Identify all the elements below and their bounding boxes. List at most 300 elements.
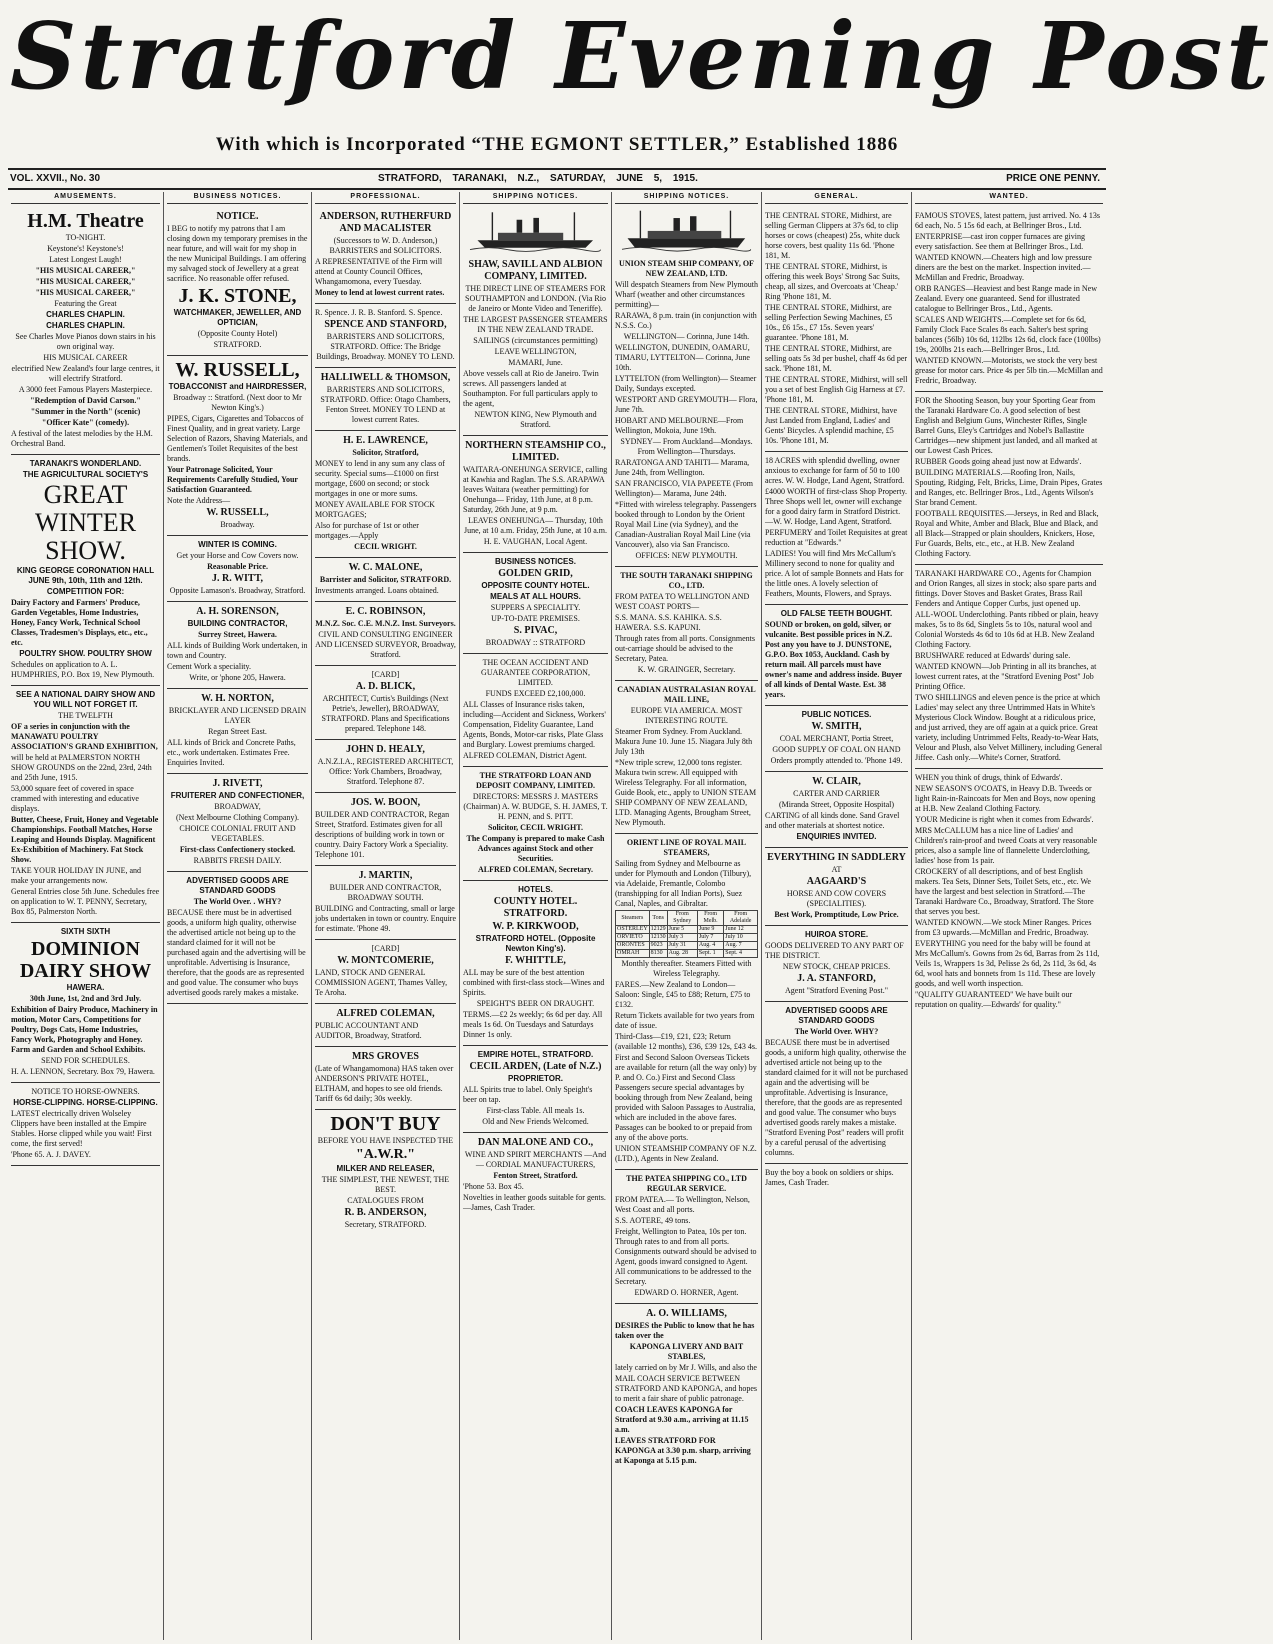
table-cell: Aug. 7 <box>724 942 758 950</box>
ad-text: ALL-WOOL Underclothing. Pants ribbed or plain, heavy makes, 5s to 8s 6d, Singlets 5s to 10s, natural wool and Colonial Worsteds 4s 6d to 10s 6d at H.B. New Zealand Clothing Factory. <box>915 610 1099 649</box>
ad-text: STRATFORD HOTEL. (Opposite Newton King's). <box>475 934 596 953</box>
ad-text: 'Phone 53. Box 45. <box>463 1182 524 1191</box>
ad-text: KING GEORGE CORONATION HALL JUNE 9th, 10th, 11th and 12th. <box>16 566 155 585</box>
ad-smalls-2 <box>915 392 1103 565</box>
ad-text: TERMS.—£2 2s weekly; 6s 6d per day. All meals 1s 6d. On Tuesdays and Saturdays Dinner 1s only. <box>463 1010 603 1039</box>
ad-orient-line <box>615 834 758 1170</box>
ad-text: The World Over. WHY? <box>794 1027 879 1036</box>
ad-text: WANTED KNOWN—Job Printing in all its branches, at lowest current rates, at the "Stratford Evening Post" Job Printing Office. <box>915 662 1097 691</box>
ad-text: TARANAKI HARDWARE CO., Agents for Champion and Orion Ranges, all sizes in stock; also spare parts and fittings. Dover Stoves and Basket Grates, Brass Rail Fenders and Antique Copper Curbs, just opened up. <box>915 569 1097 608</box>
ad-text: PERFUMERY and Toilet Requisites at great reduction at "Edwards." <box>765 528 908 547</box>
ad-text: RARAWA, 8 p.m. train (in conjunction with N.S.S. Co.) <box>615 311 757 330</box>
ad-title: W. RUSSELL, <box>175 359 300 381</box>
ad-text: S.S. MANA. S.S. KAHIKA. S.S. HAWERA. S.S. KAPUNI. <box>615 613 722 632</box>
table-header-row <box>616 911 758 926</box>
ad-text: First-class Table. All meals 1s. <box>486 1106 585 1115</box>
ad-text: Through rates from all ports. Consignments out-carriage should be advised to the Secretary, Patea. <box>615 634 755 663</box>
newspaper-title: Stratford Evening Post <box>10 2 1273 110</box>
ad-text: EVERYTHING you need for the baby will be found at Mrs McCallum's. Gowns from 2s 6d, Barras from 2s 11d, Veils 1s, Wrappers 1s 3d, Pelisse 2s 6d, 2s 11d, 3s 6d, 4s 6d, wool hats and bonnets from 1s 11d. These are lovely goods, and well worth inspection. <box>915 939 1100 988</box>
ad-stone-notice <box>167 207 308 356</box>
ad-central-store <box>765 207 908 452</box>
ad-text: Agent "Stratford Evening Post." <box>785 986 888 995</box>
ad-lawrence <box>315 431 456 558</box>
ad-text: NEW STOCK, CHEAP PRICES. <box>782 962 891 971</box>
table-header: Steamers <box>616 911 650 926</box>
table-cell: OMRAH <box>616 950 650 958</box>
ad-text: First-class Confectionery stocked. <box>179 845 296 854</box>
ad-text: R. B. ANDERSON, <box>344 1207 427 1218</box>
ad-text: Note the Address— <box>167 496 231 505</box>
column-business-notices <box>164 192 312 1640</box>
ad-text: Broadway. <box>220 520 255 529</box>
ad-text: Buy the boy a book on soldiers or ships. James, Cash Trader. <box>765 1168 894 1187</box>
column-shipping-1 <box>460 192 612 1640</box>
ad-text: [CARD] <box>371 944 400 953</box>
ad-text: ORB RANGES—Heaviest and best Range made in New Zealand. Every one guaranteed. Send for illustrated catalogue to Bellringer Bros., Ltd., Agents. <box>915 284 1097 313</box>
ad-text: 53,000 square feet of covered in space crammed with interesting and educative displays. <box>11 784 139 813</box>
ad-text: WATCHMAKER, JEWELLER, AND OPTICIAN, <box>173 308 302 327</box>
ad-text: (Opposite County Hotel) <box>197 329 278 338</box>
ad-union-steamship <box>615 255 758 567</box>
ad-text: PUBLIC ACCOUNTANT AND AUDITOR, Broadway, Stratford. <box>315 1021 422 1040</box>
ad-text: BROADWAY :: STRATFORD <box>485 638 586 647</box>
ad-text: Return Tickets available for two years from date of issue. <box>615 1011 755 1030</box>
ad-smalls-3 <box>915 565 1103 769</box>
ad-title: DON'T BUY <box>330 1113 441 1135</box>
ad-text: £4000 WORTH of first-class Shop Property. Three Shops well let, owner will exchange for a good dairy farm in Stratford District.—W. W. Hodge, Land Agent, Stratford. <box>765 487 907 526</box>
ad-text: SUPPERS A SPECIALITY. <box>490 603 581 612</box>
ad-text: electrified New Zealand's four large centres, it will electrify Stratford. <box>11 364 160 383</box>
column-heading: AMUSEMENTS. <box>11 192 160 204</box>
column-general <box>762 192 912 1640</box>
ad-hodge <box>765 452 908 605</box>
issue-date: STRATFORD, TARANAKI, N.Z., SATURDAY, JUNE 5, 1915. <box>378 173 698 184</box>
ad-south-taranaki <box>615 567 758 681</box>
ad-aagaard <box>765 848 908 926</box>
ad-advertised-goods <box>167 872 308 1004</box>
ad-horse-clipping <box>11 1083 160 1166</box>
ad-text: KAPONGA LIVERY AND BAIT STABLES, <box>629 1342 744 1361</box>
ad-text: THE CENTRAL STORE, Midhirst, is offering this week Boys' Strong Sac Suits, cheap, all sizes, and Overcoats at 'Cheap.' Ring 'Phone 181, M. <box>765 262 900 301</box>
ad-text: MRS McCALLUM has a nice line of Ladies' and Children's rain-proof and tweed Coats at very reasonable prices, also a sample line of flannelette Underclothing, ladies' hose from 1s pair. <box>915 826 1098 865</box>
ad-text: THE CENTRAL STORE, Midhirst, have Just Landed from England, Ladies' and Gents' Bicycles. A splendid machine, £5 10s. 'Phone 181, M. <box>765 406 897 445</box>
ad-groves <box>315 1047 456 1110</box>
ad-text: TAKE YOUR HOLIDAY IN JUNE, and make your arrangements now. <box>11 866 142 885</box>
table-header: From Adelaide <box>724 911 758 926</box>
ad-text: Third-Class—£19, £21, £23; Return (available 12 months), £36, £39 12s, £43 4s. <box>615 1032 757 1051</box>
ad-hm-theatre <box>11 207 160 455</box>
ad-text: ALL Classes of Insurance risks taken, including—Accident and Sickness, Workers' Compensation, Fidelity Guarantee, Land Agents, Bonds, Motor-car risks, Plate Glass and Burglary. Lowest premiums charged. <box>463 700 606 749</box>
ad-text: GOODS DELIVERED TO ANY PART OF THE DISTRICT. <box>765 941 904 960</box>
ad-canadian-line <box>615 681 758 834</box>
ad-text: BECAUSE there must be in advertised goods, a uniform high quality, otherwise the advertised article not being up to the standard claimed for it will not be purchased again and the advertising will be unprofitable. Advertising is Insurance, therefore, that the goods are as represented and good value. The consumer who buys advertised goods rarely makes a mistake. <box>167 908 306 997</box>
ad-text: Above vessels call at Rio de Janeiro. Twin screws. All passengers landed at Southampton. For full particulars apply to the agent, <box>463 369 599 408</box>
ad-shaw-savill <box>463 255 608 436</box>
ad-text: The Company is prepared to make Cash Advances against Stock and other Securities. <box>466 834 605 863</box>
ad-text: FOOTBALL REQUISITES.—Jerseys, in Red and Black, Royal and White, Amber and Black, Blue and Black, and all Black—Strapped or plain shoulders, Knickers, Hose, Fur Guards, Belts, etc., etc., at H.B. New Zealand Clothing Factory. <box>915 509 1099 558</box>
ad-title: DOMINION DAIRY SHOW <box>19 938 152 982</box>
ad-text: OF a series in conjunction with the MANAWATU POULTRY ASSOCIATION'S GRAND EXHIBITION, <box>11 722 158 751</box>
ad-text: A.N.Z.I.A., REGISTERED ARCHITECT, Office: York Chambers, Broadway, Stratford. Telephone 87. <box>317 757 454 786</box>
ad-text: SPEIGHT'S BEER ON DRAUGHT. <box>476 999 595 1008</box>
table-cell: July 7 <box>697 934 723 942</box>
steamship-icon <box>622 207 751 253</box>
ad-text: THE AGRICULTURAL SOCIETY'S <box>22 470 149 479</box>
ad-title: SHAW, SAVILL AND ALBION COMPANY, LIMITED. <box>468 259 603 282</box>
ad-text: FROM PATEA.— To Wellington, Nelson, West Coast and all ports. <box>615 1195 750 1214</box>
ad-text: WANTED KNOWN.—Motorists, we stock the very best grease for motor cars. Price 4s per 5lb tin.—McMillan and Fredric, Broadway. <box>915 356 1103 385</box>
ad-text: W. P. KIRKWOOD, <box>492 921 579 932</box>
ad-title: NOTICE. <box>216 211 259 222</box>
ad-james-books <box>765 1164 908 1193</box>
ad-smalls-4 <box>915 769 1103 1015</box>
ad-text: PUBLIC NOTICES. <box>801 710 872 719</box>
ad-text: BUILDER AND CONTRACTOR, BROADWAY SOUTH. <box>329 883 442 902</box>
ad-text: The World Over. . WHY? <box>193 897 282 906</box>
ad-title: GOLDEN GRID, <box>498 568 573 579</box>
ad-text: FAMOUS STOVES, latest pattern, just arrived. No. 4 13s 6d each, No. 5 15s 6d each, at Bellringer Bros., Ltd. <box>915 211 1101 230</box>
table-cell: June 5 <box>667 926 697 934</box>
table-cell: ORVIETO <box>616 934 650 942</box>
ad-text: CHARLES CHAPLIN. <box>46 321 125 330</box>
ad-text: A REPRESENTATIVE of the Firm will attend at County Council Offices, Whangamomona, every Tuesday. <box>315 257 443 286</box>
ad-title: W. CLAIR, <box>812 776 861 787</box>
ad-text: FRUITERER AND CONFECTIONER, <box>170 791 305 800</box>
ad-text: Dairy Factory and Farmers' Produce, Garden Vegetables, Home Industries, Honey, Fancy Work, Technical School Classes, Tradesmen's Displays, etc., etc., etc. <box>11 598 148 647</box>
ad-text: J. A. STANFORD, <box>797 973 876 984</box>
dateline <box>8 168 1106 190</box>
ad-text: Solicitor, Stratford, <box>352 448 419 457</box>
ad-text: CATALOGUES FROM <box>347 1196 424 1205</box>
ad-awr-milker <box>315 1110 456 1235</box>
ad-text: Novelties in leather goods suitable for gents.—James, Cash Trader. <box>463 1193 606 1212</box>
ad-text: 30th June, 1st, 2nd and 3rd July. <box>29 994 142 1003</box>
ad-text: SAILINGS (circumstances permitting) <box>473 336 598 345</box>
ad-text: NEW SEASON'S O'COATS, in Heavy D.B. Tweeds or light Rain-in-Raincoats for Men and Boys, now opening at H.B. New Zealand Clothing Factory. <box>915 784 1096 813</box>
ad-text: Opposite Lamason's. Broadway, Stratford. <box>169 586 306 595</box>
ad-text: HORSE-CLIPPING. HORSE-CLIPPING. <box>13 1098 158 1107</box>
ad-text: LYTTELTON (from Wellington)— Steamer Daily, Sundays excepted. <box>615 374 757 393</box>
ad-text: TOBACCONIST and HAIRDRESSER, <box>168 382 307 391</box>
table-header: From Sydney <box>667 911 697 926</box>
table-cell: Sept. 1 <box>697 950 723 958</box>
ad-norton <box>167 689 308 774</box>
ad-montcomerie <box>315 940 456 1004</box>
ad-text: SEND FOR SCHEDULES. <box>41 1056 130 1065</box>
ad-text: CHARLES CHAPLIN. <box>46 310 125 319</box>
ad-patea-shipping <box>615 1170 758 1304</box>
ad-text: CECIL WRIGHT. <box>354 542 417 551</box>
ad-dan-malone <box>463 1133 608 1218</box>
ad-text: ENQUIRIES INVITED. <box>796 832 877 841</box>
ad-title: COUNTY HOTEL. STRATFORD. <box>493 896 578 919</box>
ad-text: MEALS AT ALL HOURS. <box>490 592 581 601</box>
ad-title: HALLIWELL & THOMSON, <box>320 372 451 383</box>
ad-text: F. WHITTLE, <box>505 955 566 966</box>
ad-text: Your Patronage Solicited, Your Requirements Carefully Studied, Your Satisfaction Guaranteed. <box>167 465 298 494</box>
ad-text: LADIES! You will find Mrs McCallum's Millinery second to none for quality and price. A lot of sample Bonnets and Hats for the little ones. A lovely selection of Feathers, Mounts, Flowers, and Sprays. <box>765 549 904 598</box>
ad-coleman <box>315 1004 456 1047</box>
column-heading: PROFESSIONAL. <box>315 192 456 204</box>
ad-text: BRUSHWARE reduced at Edwards' during sale. <box>915 651 1071 660</box>
ad-text: BARRISTERS AND SOLICITORS, STRATFORD. Office: The Bridge Buildings, Broadway. MONEY TO LEND. <box>316 332 455 361</box>
ad-title: THE OCEAN ACCIDENT AND GUARANTEE CORPORATION, LIMITED. <box>481 658 590 687</box>
ad-text: I BEG to notify my patrons that I am closing down my temporary premises in the near future, and will wait for my shop in the new Municipal Buildings. I am offering my salvaged stock of Jewellery at a great sacrifice. No reasonable offer refused. <box>167 224 308 283</box>
ad-title: W. MONTCOMERIE, <box>337 955 434 966</box>
ad-title: E. C. ROBINSON, <box>345 606 426 617</box>
ad-text: HORSE AND COW COVERS (SPECIALITIES). <box>786 889 887 908</box>
ad-text: Reasonable Price. <box>207 562 268 571</box>
ad-false-teeth <box>765 605 908 706</box>
ad-text: EDWARD O. HORNER, Agent. <box>634 1288 739 1297</box>
ad-title: J. K. STONE, <box>178 285 297 307</box>
ad-text: BRICKLAYER AND LICENSED DRAIN LAYER <box>168 706 307 725</box>
ad-title: ADVERTISED GOODS ARE STANDARD GOODS <box>186 876 289 895</box>
ad-text: Secretary, STRATFORD. <box>344 1220 427 1229</box>
table-cell: Sept. 4 <box>724 950 758 958</box>
table-cell: July 10 <box>724 934 758 942</box>
table-header: From Melb. <box>697 911 723 926</box>
ad-text: Keystone's! Keystone's! <box>47 244 124 253</box>
ad-martin <box>315 866 456 940</box>
ad-text: Monthly thereafter. Steamers Fitted with Wireless Telegraphy. <box>621 959 752 978</box>
ad-title: CANADIAN AUSTRALASIAN ROYAL MAIL LINE, <box>617 685 756 704</box>
ad-text: SOUND or broken, on gold, silver, or vulcanite. Best possible prices in N.Z. Post any you have to J. DUNSTONE, G.P.O. Box 1053, Auckland. Cash by return mail. All parcels must have owner's name and address inside. Buyer of all kinds of Dental Waste. Est. 38 years. <box>765 620 903 699</box>
ad-title: THE PATEA SHIPPING CO., LTD REGULAR SERVICE. <box>626 1174 747 1193</box>
price: PRICE ONE PENNY. <box>1006 173 1100 184</box>
ad-title: THE SOUTH TARANAKI SHIPPING CO., LTD. <box>620 571 753 590</box>
ad-text: (Late of Whangamomona) HAS taken over ANDERSON'S PRIVATE HOTEL, ELTHAM, and hopes to see old friends. Tariff 6s 6d daily; 30s weekly. <box>315 1064 454 1103</box>
ad-text: BEFORE YOU HAVE INSPECTED THE <box>317 1136 454 1145</box>
table-cell: 9023 <box>649 942 667 950</box>
ad-text: BUILDER AND CONTRACTOR, Regan Street, Stratford. Estimates given for all descriptions of building work in town or country. Dairy Factory Work a Speciality. Telephone 101. <box>315 810 450 859</box>
ad-text: CECIL ARDEN, (Late of N.Z.) <box>469 1061 602 1072</box>
ad-text: DESIRES the Public to know that he has taken over the <box>615 1321 755 1340</box>
ad-text: Will despatch Steamers from New Plymouth Wharf (weather and other circumstances permitting)— <box>615 280 758 309</box>
ad-text: ALL may be sure of the best attention combined with first-class stock—Wines and Spirits. <box>463 968 605 997</box>
ad-text: (Next Melbourne Clothing Company). <box>175 813 300 822</box>
ad-title: ORIENT LINE OF ROYAL MAIL STEAMERS, <box>626 838 747 857</box>
column-professional <box>312 192 460 1640</box>
ad-text: (Successors to W. D. Anderson,) BARRISTERS and SOLICITORS. <box>329 236 442 255</box>
ad-text: Solicitor, CECIL WRIGHT. <box>488 823 583 832</box>
ad-text: EUROPE VIA AMERICA. MOST INTERESTING ROUTE. <box>630 706 743 725</box>
ad-text: PIPES, Cigars, Cigarettes and Tobaccos of Finest Quality, and in great variety. Large Selection of Razors, Shaving Materials, and Gentlemen's Toilet Requisites of the best brands. <box>167 414 308 463</box>
column-heading: BUSINESS NOTICES. <box>167 192 308 204</box>
ad-golden-grid <box>463 553 608 654</box>
ad-text: WAITARA-ONEHUNGA SERVICE, calling at Kawhia and Raglan. The S.S. ARAPAWA leaves Waitara (weather permitting) for Onehunga— Friday, 11th June, at 8 p.m. Saturday, 26th June, at 9 p.m. <box>463 465 608 514</box>
ad-text: HIS MUSICAL CAREER <box>43 353 128 362</box>
ad-text: RUBBER Goods going ahead just now at Edwards'. <box>915 457 1082 466</box>
ad-title: J. MARTIN, <box>358 870 413 881</box>
ad-text: UP-TO-DATE PREMISES. <box>491 614 580 623</box>
ad-text: BECAUSE there must be in advertised goods, a uniform high quality, otherwise the advertised article not being up to the standard claimed for it will not be purchased again and the advertising will be unprofitable. Advertising is Insurance, therefore, that the goods are as represented and good value. The consumer who buys advertised goods rarely makes a mistake. "Stratford Evening Post" readers will profit by a careful perusal of the advertising columns. <box>765 1038 908 1157</box>
ad-advertised-goods-2 <box>765 1002 908 1164</box>
ad-text: TARANAKI'S WONDERLAND. <box>29 459 142 468</box>
ad-text: Cement Work a speciality. <box>167 662 251 671</box>
ad-text: WELLINGTON, DUNEDIN, OAMARU, TIMARU, LYTTELTON— Corinna, June 10th. <box>615 343 750 372</box>
ad-text: Featuring the Great <box>54 299 117 308</box>
ad-robinson <box>315 602 456 666</box>
ad-text: SEE A NATIONAL DAIRY SHOW AND YOU WILL NOT FORGET IT. <box>15 690 156 709</box>
ad-text: CIVIL AND CONSULTING ENGINEER AND LICENSED SURVEYOR, Broadway, Stratford. <box>315 630 456 659</box>
ad-dairy-show <box>11 686 160 923</box>
ad-text: Get your Horse and Cow Covers now. <box>176 551 299 560</box>
ad-text: S.S. AOTERE, 49 tons. <box>615 1216 691 1225</box>
ad-text: Broadway :: Stratford. (Next door to Mr Newton King's.) <box>173 393 302 412</box>
ad-clair <box>765 772 908 848</box>
ad-text: COAL MERCHANT, Portia Street, <box>779 734 894 743</box>
ad-text: "Summer in the North" (scenic) <box>30 407 141 416</box>
table-cell: 12130 <box>650 934 666 940</box>
ad-smalls-1 <box>915 207 1103 392</box>
ad-text: CARTING of all kinds done. Sand Gravel and other materials at shortest notice. <box>765 811 900 830</box>
column-shipping-2 <box>612 192 762 1640</box>
ad-text: ALFRED COLEMAN, Secretary. <box>478 865 593 874</box>
ad-title: EVERYTHING IN SADDLERY <box>767 852 906 863</box>
ad-text: Investments arranged. Loans obtained. <box>315 586 439 595</box>
ad-text: A 3000 feet Famous Players Masterpiece. <box>18 385 153 394</box>
ad-title: GREAT WINTER SHOW. <box>34 480 137 565</box>
ad-dominion-dairy <box>11 923 160 1083</box>
ad-text: WANTED KNOWN.—We stock Miner Ranges. Prices from £3 upwards.—McMillan and Fredric, Broadway. <box>915 918 1092 937</box>
ad-text: ALL Spirits true to label. Only Speight's beer on tap. <box>463 1085 593 1104</box>
ad-text: CHOICE COLONIAL FRUIT AND VEGETABLES. <box>179 824 296 843</box>
ad-title: MRS GROVES <box>352 1051 419 1062</box>
column-heading: SHIPPING NOTICES. <box>463 192 608 204</box>
ad-text: THE CENTRAL STORE, Midhirst, are selling German Clippers at 37s 6d, to clip horses or cows (cheapest) 25s, white duck horse covers, best quality 11s 6d. 'Phone 181, M. <box>765 211 900 260</box>
ad-halliwell <box>315 368 456 431</box>
ad-text: See Charles Move Pianos down stairs in his own original way. <box>15 332 156 351</box>
ad-text: MILKER AND RELEASER, <box>336 1164 435 1173</box>
table-cell: Aug. 28 <box>667 950 697 958</box>
ad-williams <box>615 1304 758 1471</box>
ad-text: RARATONGA AND TAHITI— Marama, June 24th, from Wellington. <box>615 458 750 477</box>
table-cell: 8130 <box>649 950 667 958</box>
ad-title: JOHN D. HEALY, <box>346 744 425 755</box>
ad-blick <box>315 666 456 740</box>
ad-text: LEAVES STRATFORD FOR KAPONGA at 3.30 p.m. sharp, arriving at Kaponga at 5.15 p.m. <box>615 1436 751 1465</box>
ad-title: EMPIRE HOTEL, STRATFORD. <box>477 1050 594 1059</box>
ad-malone <box>315 558 456 602</box>
ad-text: First and Second Saloon Overseas Tickets are available for return (all the way only) by P. and O. Co.) First and Second Class Passengers secure special advantages by booking through from New Zealand, being provided with Saloon Passages to Australia, which are included in the above fares. Passages can be booked to or prepaid from any of the above ports. <box>615 1053 757 1142</box>
ad-text: LATEST electrically driven Wolseley Clippers have been installed at the Empire Stables. Horse clipped while you wait! First come, the first served! <box>11 1109 152 1148</box>
table-cell: ORONTES <box>616 942 650 950</box>
ad-text: LEAVES ONEHUNGA— Thursday, 10th June, at 10 a.m. Friday, 25th June, at 10 a.m. <box>463 516 607 535</box>
ad-empire-hotel <box>463 1046 608 1133</box>
ad-text: THE TWELFTH <box>58 711 113 720</box>
ad-title: SPENCE AND STANFORD, <box>324 319 447 330</box>
ad-text: "Officer Kate" (comedy). <box>41 418 130 427</box>
ad-text: THE CENTRAL STORE, Midhirst, will sell you a set of best English Gig Harness at £7. 'Phone 181, M. <box>765 375 908 404</box>
steamship-icon <box>470 207 601 253</box>
ad-text: *New triple screw, 12,000 tons register. Makura twin screw. All equipped with Wireless Telegraphy. For all information, Guide Book, etc., apply to UNION STEAM SHIP COMPANY OF NEW ZEALAND, LTD. Managing Agents, Brougham Street, New Plymouth. <box>615 758 757 827</box>
ad-text: TO-NIGHT. <box>65 233 106 242</box>
column-wanted <box>912 192 1106 1640</box>
ad-title: W. H. NORTON, <box>201 693 274 704</box>
ad-text: COACH LEAVES KAPONGA for Stratford at 9.30 a.m., arriving at 11.15 a.m. <box>615 1405 749 1434</box>
ad-text: WINE AND SPIRIT MERCHANTS —And— CORDIAL MANUFACTURERS, <box>464 1150 607 1169</box>
ad-title: "A.W.R." <box>356 1147 415 1162</box>
ad-text: "QUALITY GUARANTEED" We have built our reputation on quality.—Edwards' for quality." <box>915 990 1073 1009</box>
ad-sorenson <box>167 602 308 689</box>
ad-title: A. H. SORENSON, <box>196 606 279 617</box>
ad-text: CROCKERY of all descriptions, and of best English makers. Tea Sets, Dinner Sets, Toilet Sets, etc., etc. We have the largest and best selection in Stratford.—The Taranaki Hardware Co., Broadway, Stratford. The Store that serves you best. <box>915 867 1094 916</box>
ad-text: BUILDING MATERIALS.—Roofing Iron, Nails, Spouting, Ridging, Felt, Bricks, Lime, Drain Pipes, Grates and Ranges, etc. Bellringer Bros., Ltd., Agents Wilson's Star brand Cement. <box>915 468 1103 507</box>
ad-text: THE CENTRAL STORE, Midhirst, are selling Perfection Sewing Machines, £5 10s., £6 15s., £7 15s. Seven years' guarantee. 'Phone 181, M. <box>765 303 893 342</box>
ad-text: lately carried on by Mr J. Wills, and also the <box>615 1363 757 1372</box>
ad-text: S. PIVAC, <box>513 625 558 636</box>
ad-healy <box>315 740 456 793</box>
ad-text: PROPRIETOR. <box>508 1074 563 1083</box>
ad-title: W. C. MALONE, <box>348 562 423 573</box>
ad-text: K. W. GRAINGER, Secretary. <box>637 665 736 674</box>
ad-text: POULTRY SHOW. POULTRY SHOW <box>19 649 152 658</box>
ad-text: *Fitted with wireless telegraphy. Passengers booked through to London by the Orient Royal Mail Line (via Sydney), and the Canadian-Australian Royal Mail Line (via Vancouver), also via San Francisco. <box>615 500 757 549</box>
ad-text: GOOD SUPPLY OF COAL ON HAND <box>772 745 901 754</box>
ad-text: Steamer From Sydney. From Auckland. Makura June 10. June 15. Niagara July 8th July 13th <box>615 727 753 756</box>
ad-text: HOBART AND MELBOURNE—From Wellington, Mokoia, June 19th. <box>615 416 744 435</box>
ad-text: LEAVE WELLINGTON, <box>494 347 577 356</box>
ad-text: FROM PATEA TO WELLINGTON AND WEST COAST PORTS— <box>615 592 750 611</box>
ad-text: RABBITS FRESH DAILY. <box>193 856 282 865</box>
ad-title: UNION STEAM SHIP COMPANY, OF NEW ZEALAND, LTD. <box>619 259 754 278</box>
ad-text: BUILDING CONTRACTOR, <box>187 619 288 628</box>
steamship-illustration <box>470 207 601 253</box>
ad-text: THE LARGEST PASSENGER STEAMERS IN THE NEW ZEALAND TRADE. <box>463 315 608 334</box>
table-header: Tons <box>649 911 667 926</box>
ad-text: Best Work, Promptitude, Low Price. <box>774 910 899 919</box>
ad-text: LAND, STOCK AND GENERAL COMMISSION AGENT, Thames Valley, Te Aroha. <box>315 968 448 997</box>
ad-text: "HIS MUSICAL CAREER," <box>35 266 136 275</box>
ad-text: BUSINESS NOTICES. <box>495 557 576 566</box>
ad-text: M.N.Z. Soc. C.E. M.N.Z. Inst. Surveyors. <box>315 619 456 628</box>
ad-boon <box>315 793 456 866</box>
ad-text: MONEY to lend in any sum any class of security. Special sums—£1000 on first mortgage, £600 on second; or stock mortgages in one or more sums. <box>315 459 445 498</box>
ad-huiroa-store <box>765 926 908 1002</box>
ad-text: Schedules on application to A. L. HUMPHRIES, P.O. Box 19, New Plymouth. <box>11 660 155 679</box>
ad-title: ALFRED COLEMAN, <box>336 1008 435 1019</box>
column-amusements <box>8 192 164 1640</box>
ad-text: W. RUSSELL, <box>206 507 269 518</box>
ad-text: "HIS MUSICAL CAREER," <box>35 277 136 286</box>
ad-text: BUILDING and Contracting, small or large jobs undertaken in town or country. Enquire for estimate. 'Phone 49. <box>315 904 457 933</box>
ad-text: ALL kinds of Brick and Concrete Paths, etc., work undertaken. Estimates Free. Enquiries Invited. <box>167 738 296 767</box>
sailing-table <box>615 910 758 958</box>
ad-title: OLD FALSE TEETH BOUGHT. <box>780 609 893 618</box>
ad-text: SYDNEY— From Auckland—Mondays. From Wellington—Thursdays. <box>620 437 753 456</box>
ad-text: MONEY AVAILABLE FOR STOCK MORTGAGES; <box>315 500 435 519</box>
ad-text: AT <box>831 865 842 874</box>
ad-text: Freight, Wellington to Patea, 10s per ton. Through rates to and from all ports. Consignments outward should be advised to Agent, goods inward consigned to Agent. All communications to be addressed to the Secretary. <box>615 1227 757 1286</box>
ad-text: YOUR Medicine is right when it comes from Edwards'. <box>915 815 1094 824</box>
ad-text: ALFRED COLEMAN, District Agent. <box>463 751 587 760</box>
ad-text: Latest Longest Laugh! <box>49 255 122 264</box>
table-row <box>616 942 758 950</box>
ad-text: Write, or 'phone 205, Hawera. <box>189 673 286 682</box>
table-cell: July 31 <box>667 942 697 950</box>
ad-text: Also for purchase of 1st or other mortgages.—Apply <box>315 521 419 540</box>
ad-text: NOTICE TO HORSE-OWNERS. <box>31 1087 140 1096</box>
ad-title: A. O. WILLIAMS, <box>646 1308 727 1319</box>
ad-text: CARTER AND CARRIER <box>793 789 880 798</box>
ad-title: NORTHERN STEAMSHIP CO., LIMITED. <box>465 440 606 463</box>
ad-hotels <box>463 881 608 1046</box>
ad-title: W. SMITH, <box>811 721 862 732</box>
ad-spence <box>315 304 456 368</box>
ad-text: ARCHITECT, Curtis's Buildings (Next Petrie's, Jeweller), BROADWAY, STRATFORD. Plans and Specifications prepared. Telephone 148. <box>321 694 450 733</box>
ad-text: will be held at PALMERSTON NORTH SHOW GROUNDS on the 22nd, 23rd, 24th and 25th June, 1915. <box>11 753 152 782</box>
